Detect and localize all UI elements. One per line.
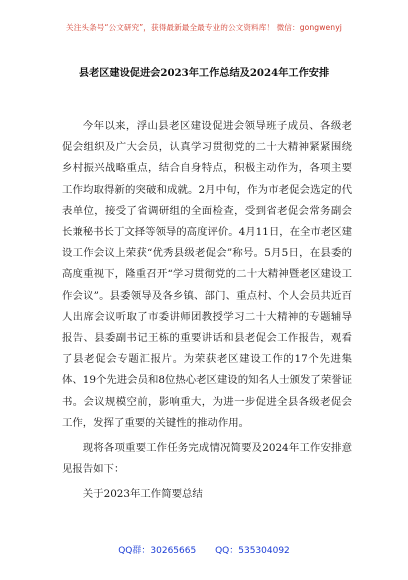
qq-group: QQ群：30265665 xyxy=(118,546,197,556)
paragraph-transition: 现将各项重要工作任务完成情况简要及2024年工作安排意见报告如下： xyxy=(62,442,352,476)
footer-contact xyxy=(0,543,408,556)
paragraph-intro: 今年以来，浮山县老区建设促进会领导班子成员、各级老促会组织及广大会员，认真学习贯彻党的二十大精神紧紧围绕乡村振兴战略重点，结合自身特点，积极主动作为，各项主要工作均取得新的突破和成就。2月中旬，作为市老促会选定的代表单位，接受了省调研组的全面检查，受到省老促会常务副会长兼秘书长丁文择等领导的高度评价。4月11日，在全市老区建设工作会议上荣获“优秀县级老促会”称号。5月5日，在县委的高度重视下，隆重召开“学习贯彻党的二十大精神暨老区建设工作会议”。县委领导及各乡镇、部门、重点村、个人会员共近百人出席会议听取了市委讲师团教授学习二十大精神的专题辅导报告、县委副书记王栋的重要讲话和县老促会工作报告，观看了县老促会专题汇报片。为荣获老区建设工作的17个先进集体、19个先进会员和8位热心老区建设的知名人士颁发了荣誉证书。会议规模空前，影响重大，为进一步促进全县各级老促会工作，发挥了重要的关键性的推动作用。 xyxy=(62,120,352,429)
header-banner: 关注头条号“公文研究”，获得最新最全最专业的公文资料库！ 微信：gongwenyj xyxy=(66,23,342,32)
section-heading: 关于2023年工作简要总结 xyxy=(82,488,203,501)
document-body xyxy=(62,116,352,506)
qq-number: QQ：535304092 xyxy=(215,546,290,556)
document-title: 县老区建设促进会2023年工作总结及2024年工作安排 xyxy=(78,67,330,79)
